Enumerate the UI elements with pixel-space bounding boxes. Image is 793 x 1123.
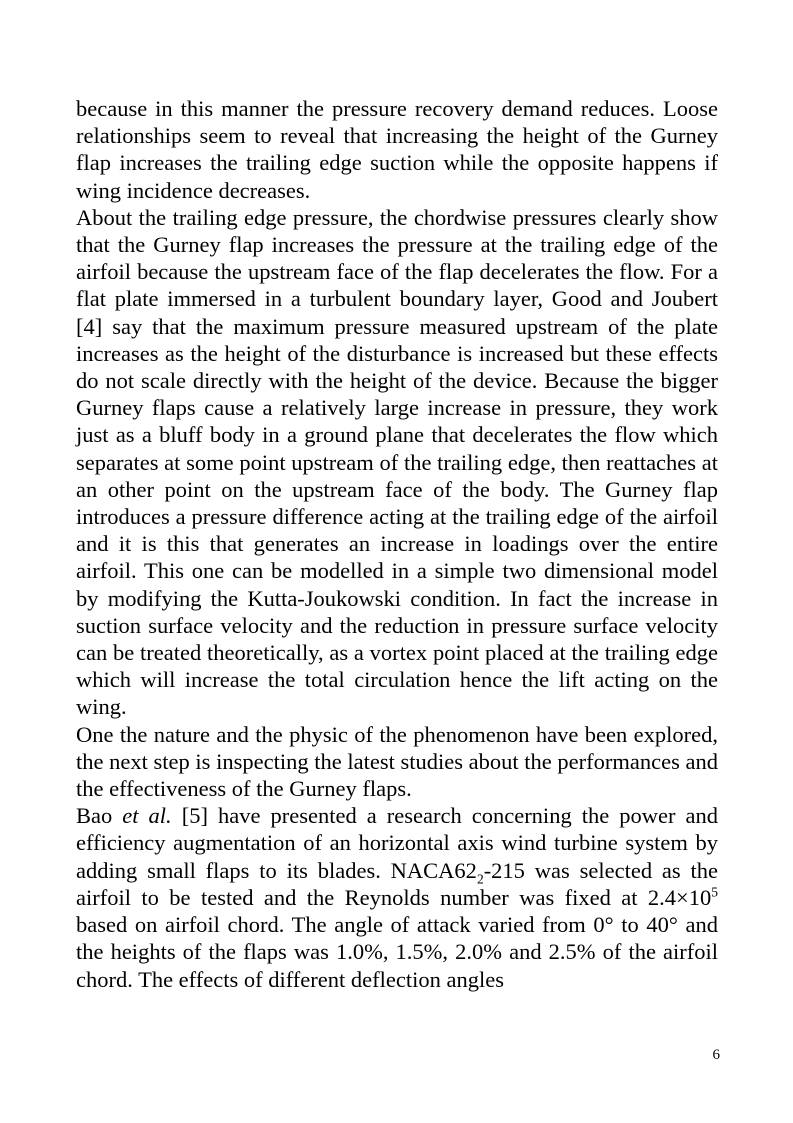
- paragraph-text: based on airfoil chord. The angle of attack varied from 0° to 40° and the heights of the flaps was 1.0%, 1.5%, 2.0% and 2.5% of the airfoil chord. The effects of different deflection angles: [76, 912, 718, 992]
- paragraph-next-step: One the nature and the physic of the phenomenon have been explored, the next step is inspecting the latest studies about the performances and the effectiveness of the Gurney flaps.: [76, 721, 718, 802]
- document-body: [76, 95, 718, 993]
- paragraph-text: -215 was selected as the airfoil to be tested and the Reynolds number was fixed at 2.4×10: [76, 857, 719, 910]
- paragraph-trailing-edge-pressure: About the trailing edge pressure, the chordwise pressures clearly show that the Gurney flap increases the pressure at the trailing edge of the airfoil because the upstream face of the flap decelerates the flow. For a flat plate immersed in a turbulent boundary layer, Good and Joubert [4] say that the maximum pressure measured upstream of the plate increases as the height of the disturbance is increased but these effects do not scale directly with the height of the device. Because the bigger Gurney flaps cause a relatively large increase in pressure, they work just as a bluff body in a ground plane that decelerates the flow which separates at some point upstream of the trailing edge, then reattaches at an other point on the upstream face of the body. The Gurney flap introduces a pressure difference acting at the trailing edge of the airfoil and it is this that generates an increase in loadings over the entire airfoil. This one can be modelled in a simple two dimensional model by modifying the Kutta-Joukowski condition. In fact the increase in suction surface velocity and the reduction in pressure surface velocity can be treated theoretically, as a vortex point placed at the trailing edge which will increase the total circulation hence the lift acting on the wing.: [76, 204, 718, 720]
- paragraph-bao-research: [76, 802, 718, 992]
- subscript: 2: [476, 871, 484, 887]
- superscript: 5: [711, 884, 718, 900]
- author-name: Bao: [76, 803, 123, 829]
- page-number: 6: [712, 1047, 720, 1063]
- paragraph-pressure-recovery: because in this manner the pressure recovery demand reduces. Loose relationships seem to reveal that increasing the height of the Gurney flap increases the trailing edge suction while the opposite happens if wing incidence decreases.: [76, 96, 718, 203]
- et-al: et al.: [122, 803, 172, 829]
- paragraph-text: [5] have presented a research concerning the power and efficiency augmentation of an horizontal axis wind turbine system by adding small flaps to its blades. NACA62: [76, 803, 718, 883]
